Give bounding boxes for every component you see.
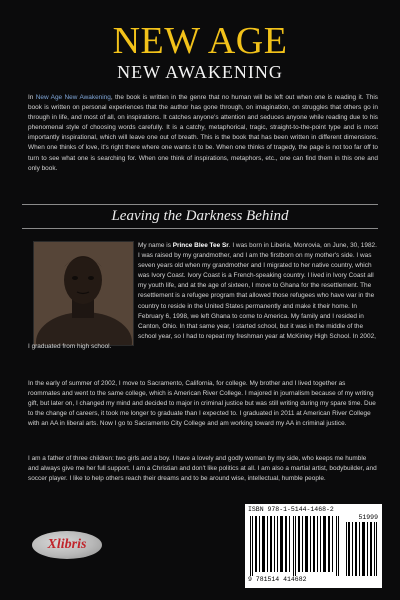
isbn-number: ISBN 978-1-5144-1468-2 bbox=[248, 506, 334, 513]
bio-intro: My name is bbox=[138, 242, 173, 249]
barcode-digits: 9 781514 414682 bbox=[248, 576, 307, 583]
addon-barcode-icon bbox=[345, 522, 378, 576]
divider-bottom bbox=[22, 228, 378, 229]
author-bio-paragraph-1 bbox=[28, 241, 378, 352]
photo-spacer bbox=[28, 241, 138, 341]
author-name: Prince Blee Tee Sr bbox=[172, 242, 229, 249]
blurb-lead-in: In bbox=[28, 94, 36, 101]
divider-top bbox=[22, 204, 378, 205]
author-bio-paragraph-2: In the early of summer of 2002, I move to Sacramento, California, for college. My brother and I lived together as roommates and went to the same college, which is American River College. I majored in journalism because of my writing gift, but later on, I changed my mind and decided to major in criminal justice but was still writing during my spare time. Due to the change of careers, it took me longer to graduate than I expected to. I graduated in 2011 at American River College with an AA in liberal arts. Now I go to Sacramento City College and am working toward my AA in criminal justice. bbox=[28, 380, 376, 428]
book-subtitle: NEW AWAKENING bbox=[117, 62, 283, 82]
blurb-book-reference: New Age New Awakening bbox=[35, 94, 111, 101]
publisher-name: Xlibris bbox=[47, 537, 87, 552]
publisher-logo bbox=[32, 531, 102, 559]
author-bio-paragraph-3: I am a father of three children: two girls and a boy. I have a lovely and godly woman by my side, who keeps me humble and always give me her full support. I am a Christian and don't like politics at all. I am also a martial artist, bodybuilder, and soccer player. I like to help others reach their dreams and to be around wise, intellectual, humble people. bbox=[28, 455, 377, 483]
back-cover-blurb bbox=[28, 93, 378, 174]
blurb-text: , the book is written in the genre that no human will be left out when one is reading it. This book is written on personal experiences that the author has gone through, on imagination, on struggles that others go in through in life, and most of all, on inspirations. It catches anyone's attention and seduces anyone while reading due to his phenomenal style of choosing words carefully. It is a catchy, metaphorical, tragic, straight-to-the-point type and is most importantly inspirational, which will leave one out of breath. This is the book that has been written in different dimensions. When one thinks of love, it's right there where one wants it to be. When one thinks of tragedy, the page is not too far off to turn to see what one is searching for. When one think of inspirations, metaphors, etc., one can find them in this one and only book. bbox=[28, 94, 378, 172]
price-code: 51999 bbox=[358, 514, 378, 521]
section-heading: Leaving the Darkness Behind bbox=[111, 208, 289, 224]
book-title: NEW AGE bbox=[112, 20, 288, 62]
isbn-barcode-box bbox=[245, 504, 382, 588]
bio-text-1: . I was born in Liberia, Monrovia, on June, 30, 1982. I was raised by my grandmother, and I am the firstborn on my mother's side. I was seven years old when my grandmother and I migrated to her native country, which was Ivory Coast. Ivory Coast is a French-speaking country. I lived in Ivory Coast all my youth life, and at the age of sixteen, I move to Ghana for the resettlement. The resettlement is a refugee program that allowed those refugees who have war in the country to reside in the United States permanently and make it their home. In February 6, 1998, we left Ghana to come to America. My family and I resided in Canton, Ohio. In that same year, I started school, but it was in the middle of the school year, so I had to repeat my freshman year at McKinley High School. In 2002, I graduated from high school. bbox=[28, 242, 377, 350]
ean-barcode-icon bbox=[249, 516, 341, 576]
